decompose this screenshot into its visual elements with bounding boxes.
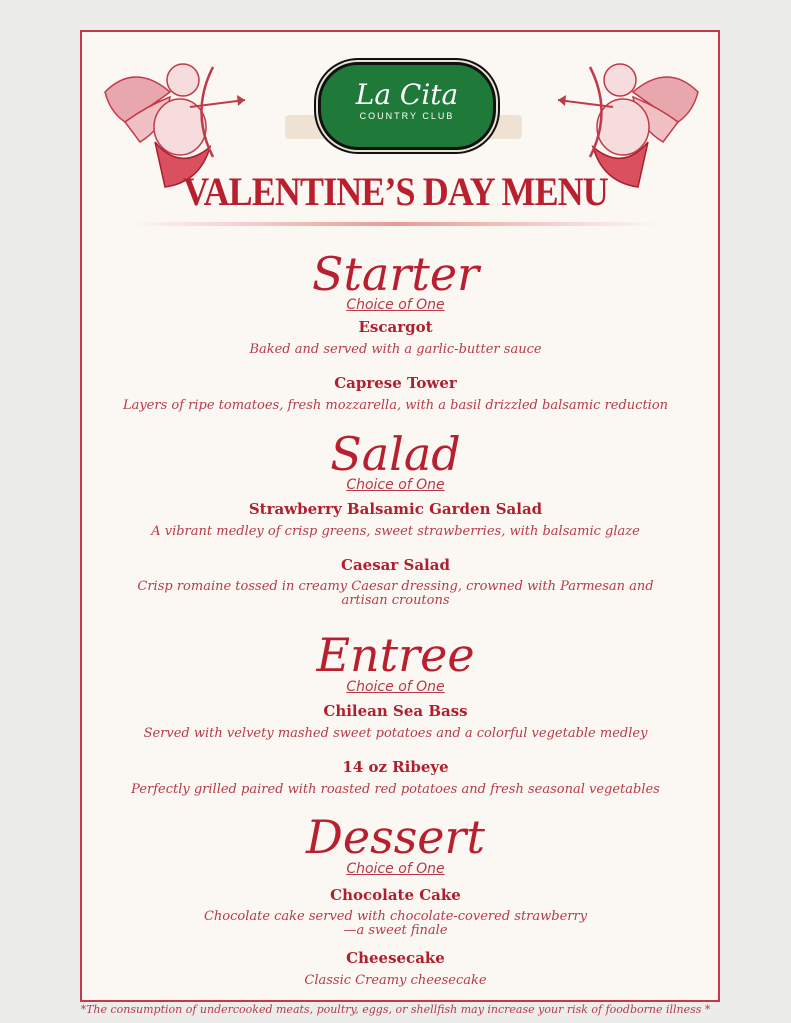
menu-item-desc: Crisp romaine tossed in creamy Caesar dressing, crowned with Parmesan and: [137, 579, 654, 594]
menu-item-name: Caprese Tower: [334, 374, 457, 392]
menu-title: VALENTINE’S DAY MENU: [183, 169, 608, 214]
menu-item-desc-line2: —a sweet finale: [343, 923, 448, 938]
menu-item-desc: Perfectly grilled paired with roasted red potatoes and fresh seasonal vegetables: [131, 782, 660, 797]
menu-item-name: Chilean Sea Bass: [323, 702, 468, 720]
logo-subtitle: COUNTRY CLUB: [359, 111, 455, 121]
menu-item-name: Strawberry Balsamic Garden Salad: [248, 500, 543, 518]
menu-item-desc: Baked and served with a garlic-butter sauce: [249, 342, 542, 357]
title-divider: [130, 222, 660, 226]
section-choice-dessert: Choice of One: [346, 861, 445, 877]
menu-item-name: 14 oz Ribeye: [342, 758, 449, 776]
section-title-salad: Salad: [330, 427, 461, 481]
section-title-dessert: Dessert: [305, 810, 485, 864]
section-choice-entree: Choice of One: [346, 679, 445, 695]
menu-item-name: Escargot: [358, 318, 433, 336]
menu-item-name: Cheesecake: [346, 949, 445, 967]
section-choice-salad: Choice of One: [346, 477, 445, 493]
section-choice-starter: Choice of One: [346, 297, 445, 313]
menu-item-desc-line2: artisan croutons: [341, 593, 450, 608]
logo-script: La Cita: [355, 78, 459, 111]
menu-item-desc: Classic Creamy cheesecake: [304, 973, 487, 988]
menu-item-desc: A vibrant medley of crisp greens, sweet strawberries, with balsamic glaze: [151, 524, 640, 539]
footer-disclaimer: *The consumption of undercooked meats, poultry, eggs, or shellfish may increase your risk of foodborne illness *: [80, 1003, 711, 1016]
menu-item-desc: Layers of ripe tomatoes, fresh mozzarella, with a basil drizzled balsamic reduction: [122, 398, 669, 413]
menu-item-name: Chocolate Cake: [330, 886, 461, 904]
club-logo: [318, 62, 496, 150]
menu-item-desc: Served with velvety mashed sweet potatoes and a colorful vegetable medley: [143, 726, 648, 741]
menu-item-name: Caesar Salad: [341, 556, 450, 574]
section-title-starter: Starter: [311, 247, 480, 301]
menu-item-desc: Chocolate cake served with chocolate-covered strawberry: [203, 909, 588, 924]
section-title-entree: Entree: [316, 628, 475, 682]
